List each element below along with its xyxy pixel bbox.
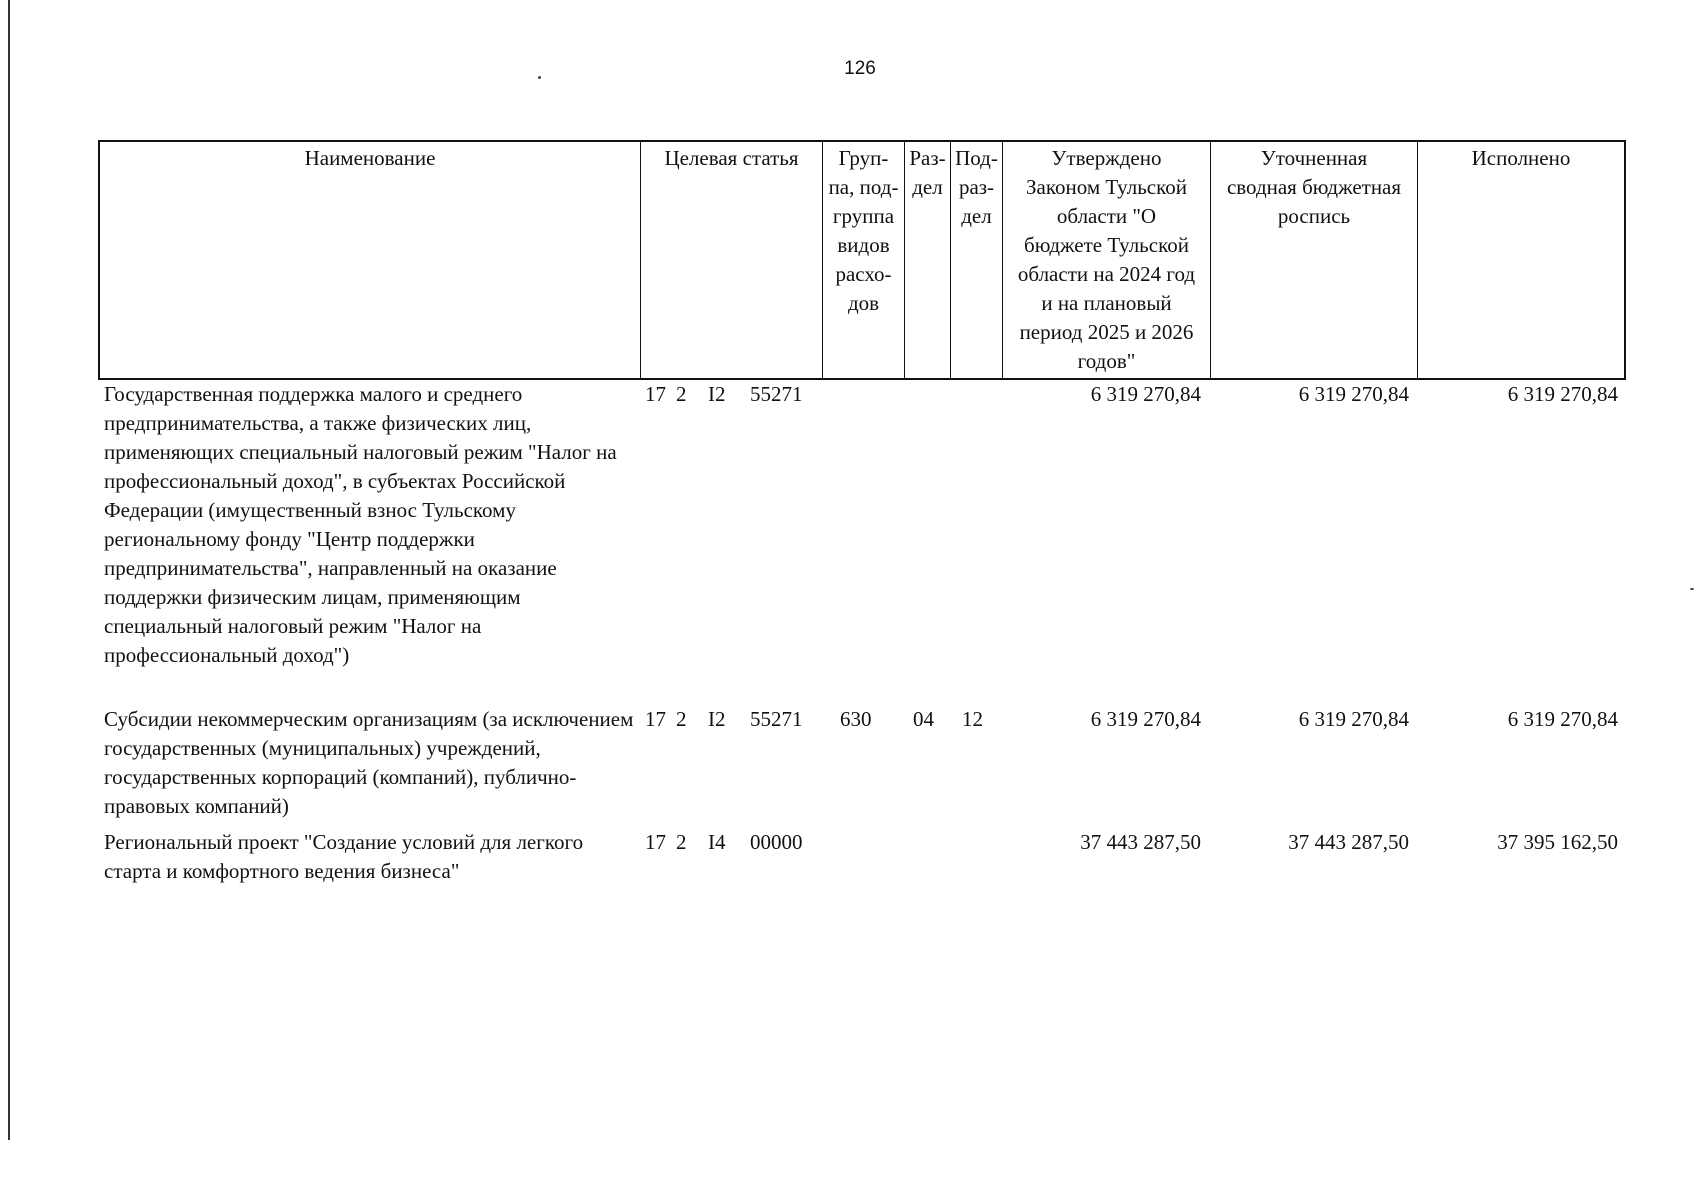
page-number: 126 xyxy=(844,58,876,79)
refined-amount: 37 443 287,50 xyxy=(1288,830,1409,854)
page-left-border xyxy=(8,0,10,1140)
code-direction: 55271 xyxy=(750,707,803,731)
executed-amount: 37 395 162,50 xyxy=(1497,830,1618,854)
header-name: Наименование xyxy=(100,142,641,378)
scan-artifact-dot xyxy=(538,76,541,79)
section: 04 xyxy=(913,707,934,731)
code-program: 17 xyxy=(645,382,666,406)
subsection: 12 xyxy=(962,707,983,731)
row-name: Государственная поддержка малого и среднего предпринимательства, а также физических лиц, применяющих специальный налоговый режим "Налог на профессиональный доход", в субъектах Российской Федерации (имущественный взнос Тульскому региональному фонду "Центр поддержки предпринимательства", направленный на оказание поддержки физическим лицам, применяющим специальный налоговый режим "Налог на профессиональный доход") xyxy=(104,382,617,667)
header-expense-group: Груп- па, под- группа видов расхо- дов xyxy=(823,142,905,378)
refined-amount: 6 319 270,84 xyxy=(1298,707,1409,731)
expense-group: 630 xyxy=(840,707,872,731)
table-header xyxy=(98,140,1626,380)
row-name: Субсидии некоммерческим организациям (за исключением государственных (муниципальных) учреждений, государственных корпораций (компаний), публично-правовых компаний) xyxy=(104,707,634,818)
code-direction: 00000 xyxy=(750,830,803,854)
row-name: Региональный проект "Создание условий для легкого старта и комфортного ведения бизнеса" xyxy=(104,830,584,883)
code-subprogram: 2 xyxy=(676,830,687,854)
header-section: Раз- дел xyxy=(905,142,951,378)
table-row xyxy=(98,705,1626,821)
code-project: I4 xyxy=(708,830,726,854)
scan-artifact-mark xyxy=(1690,588,1694,590)
table-row xyxy=(98,828,1626,886)
approved-amount: 37 443 287,50 xyxy=(1080,830,1201,854)
table-row xyxy=(98,380,1626,670)
code-program: 17 xyxy=(645,707,666,731)
code-project: I2 xyxy=(708,382,726,406)
code-program: 17 xyxy=(645,830,666,854)
approved-amount: 6 319 270,84 xyxy=(1090,382,1201,406)
refined-amount: 6 319 270,84 xyxy=(1298,382,1409,406)
executed-amount: 6 319 270,84 xyxy=(1507,707,1618,731)
header-approved: Утверждено Законом Тульской области "О бюджете Тульской области на 2024 год и на плановый период 2025 и 2026 годов" xyxy=(1003,142,1211,378)
approved-amount: 6 319 270,84 xyxy=(1090,707,1201,731)
header-refined: Уточненная сводная бюджетная роспись xyxy=(1211,142,1418,378)
header-executed: Исполнено xyxy=(1471,146,1571,170)
code-subprogram: 2 xyxy=(676,707,687,731)
code-direction: 55271 xyxy=(750,382,803,406)
executed-amount: 6 319 270,84 xyxy=(1507,382,1618,406)
code-subprogram: 2 xyxy=(676,382,687,406)
header-subsection: Под- раз- дел xyxy=(951,142,1003,378)
header-target-article: Целевая статья xyxy=(641,142,823,378)
code-project: I2 xyxy=(708,707,726,731)
